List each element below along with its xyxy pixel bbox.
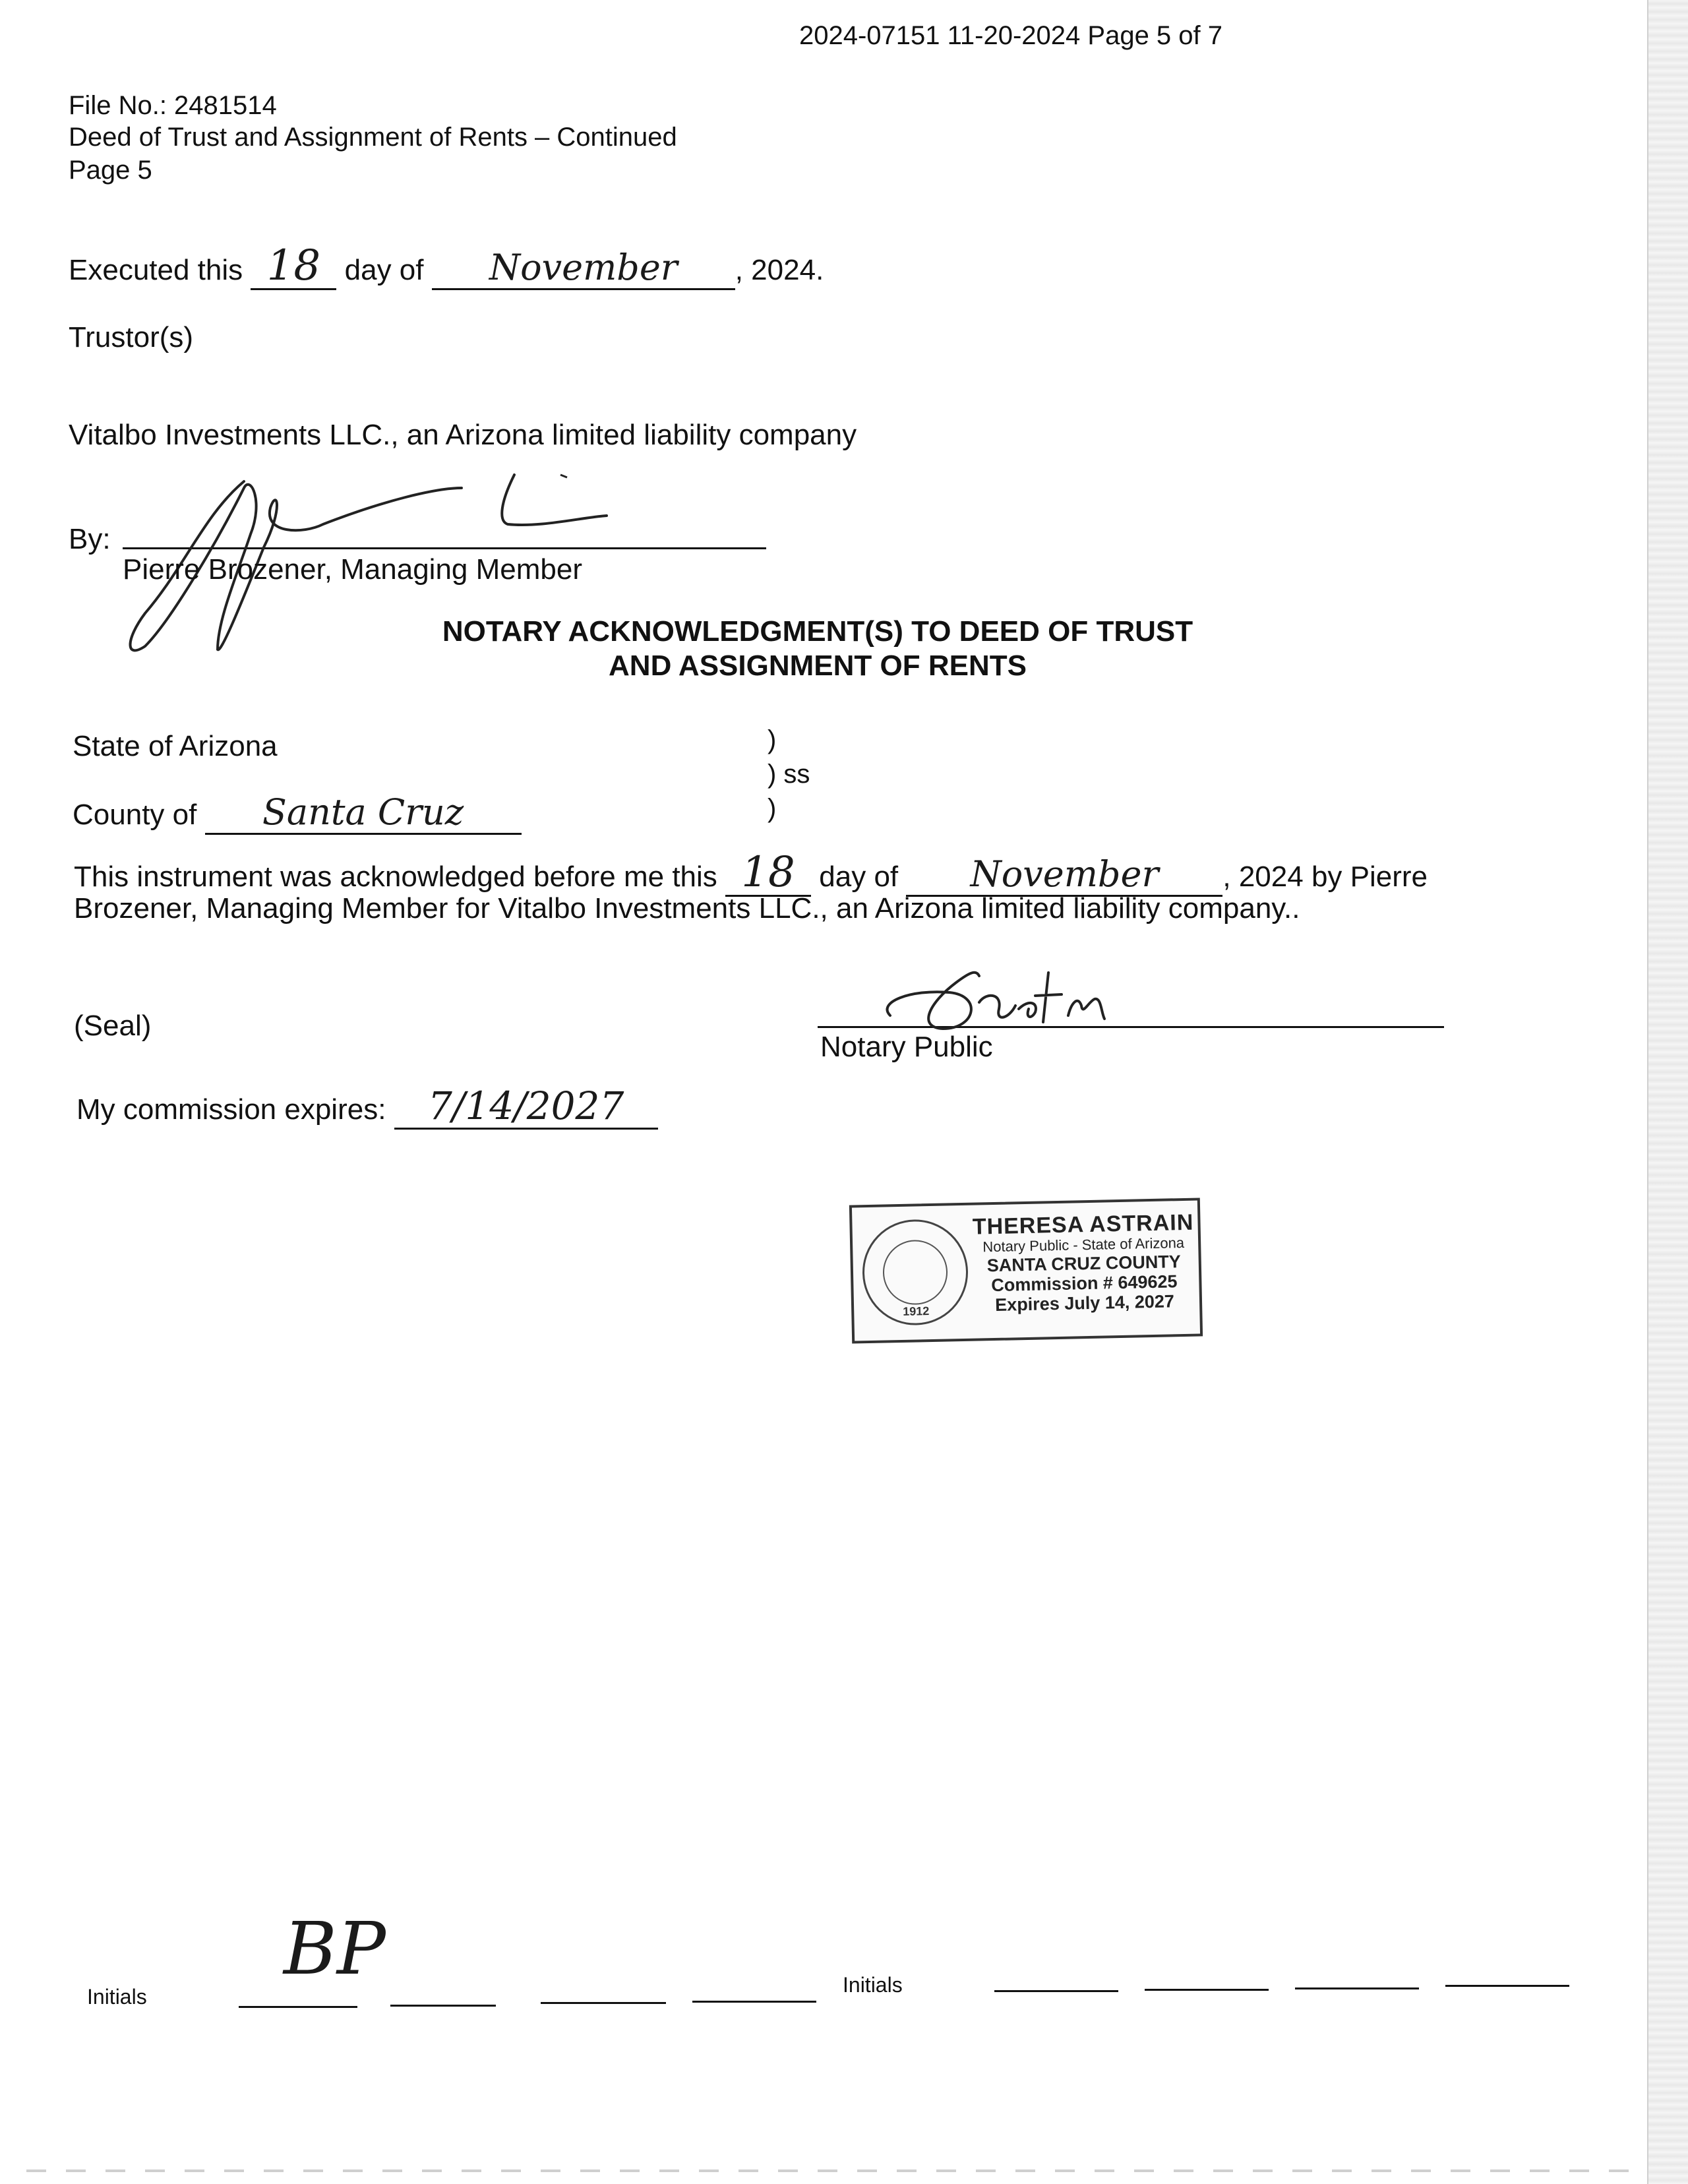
ack-month-handwriting: November: [970, 853, 1159, 895]
initials-handwriting: BP: [284, 1906, 386, 1991]
executed-day-handwriting: 18: [266, 241, 321, 290]
notary-public-label: Notary Public: [820, 1031, 993, 1063]
county-label: County of: [73, 799, 197, 831]
by-label: By:: [69, 523, 111, 555]
notary-heading-line1: NOTARY ACKNOWLEDGMENT(S) TO DEED OF TRUST: [442, 615, 1193, 648]
initials-line-8: [1445, 1985, 1569, 1987]
ack-prefix: This instrument was acknowledged before me this: [74, 861, 717, 893]
state-seal-year: 1912: [903, 1304, 930, 1318]
commission-handwriting: 7/14/2027: [427, 1083, 624, 1128]
recording-reference: 2024-07151 11-20-2024 Page 5 of 7: [799, 21, 1223, 50]
stamp-county: SANTA CRUZ COUNTY: [986, 1251, 1182, 1275]
seal-label: (Seal): [74, 1010, 152, 1042]
venue-state: State of Arizona: [73, 730, 278, 762]
venue-ss: ) ss: [768, 760, 810, 789]
initials-line-1: [239, 2006, 357, 2008]
executed-year: , 2024.: [735, 254, 824, 286]
initials-line-6: [1145, 1989, 1269, 1991]
executed-month-field: [432, 247, 735, 290]
ack-day-field: [725, 848, 811, 897]
stamp-text: [971, 1210, 1197, 1316]
stamp-notary-name: THERESA ASTRAIN: [972, 1209, 1194, 1240]
scanned-page-edge: [1647, 0, 1688, 2184]
stamp-title: Notary Public - State of Arizona: [982, 1234, 1185, 1256]
initials-line-7: [1295, 1987, 1419, 1989]
executed-month-handwriting: November: [489, 247, 678, 288]
commission-label: My commission expires:: [76, 1093, 386, 1126]
county-line: [73, 791, 522, 835]
stamp-commission: Commission # 649625: [991, 1271, 1178, 1296]
execution-line: [69, 241, 824, 290]
executed-prefix: Executed this: [69, 254, 243, 286]
state-seal-center: [882, 1240, 948, 1306]
initials-right-label: Initials: [843, 1973, 903, 1997]
state-seal: [861, 1219, 969, 1326]
county-field: [205, 791, 522, 835]
executed-day-field: [251, 241, 336, 290]
venue-paren-bottom: ): [768, 794, 777, 823]
page-label: Page 5: [69, 156, 152, 185]
acknowledgment-line1: [74, 848, 1428, 897]
notary-signature: [870, 956, 1147, 1042]
ack-suffix: , 2024 by Pierre: [1222, 861, 1428, 893]
notary-stamp: [849, 1198, 1203, 1343]
acknowledgment-line2: Brozener, Managing Member for Vitalbo Investments LLC., an Arizona limited liability company..: [74, 892, 1300, 925]
scan-artifact-line: [26, 2169, 1635, 2172]
trustors-label: Trustor(s): [69, 321, 194, 353]
county-handwriting: Santa Cruz: [262, 791, 464, 833]
initials-line-5: [994, 1990, 1118, 1992]
executed-day-of: day of: [344, 254, 424, 286]
venue-paren-top: ): [768, 725, 777, 754]
signer-name: Pierre Brozener, Managing Member: [123, 553, 582, 586]
initials-line-3: [541, 2002, 666, 2004]
initials-left-label: Initials: [87, 1985, 147, 2009]
commission-field: [394, 1083, 658, 1130]
commission-line: [76, 1083, 658, 1130]
ack-day-handwriting: 18: [741, 848, 795, 897]
file-number: File No.: 2481514: [69, 91, 277, 120]
ack-day-of: day of: [819, 861, 899, 893]
document-title: Deed of Trust and Assignment of Rents – Continued: [69, 123, 677, 152]
stamp-expiration: Expires July 14, 2027: [994, 1291, 1175, 1316]
initials-line-4: [692, 2001, 816, 2003]
notary-heading-line2: AND ASSIGNMENT OF RENTS: [609, 650, 1027, 682]
initials-line-2: [390, 2005, 496, 2007]
trustor-entity: Vitalbo Investments LLC., an Arizona limited liability company: [69, 419, 857, 451]
